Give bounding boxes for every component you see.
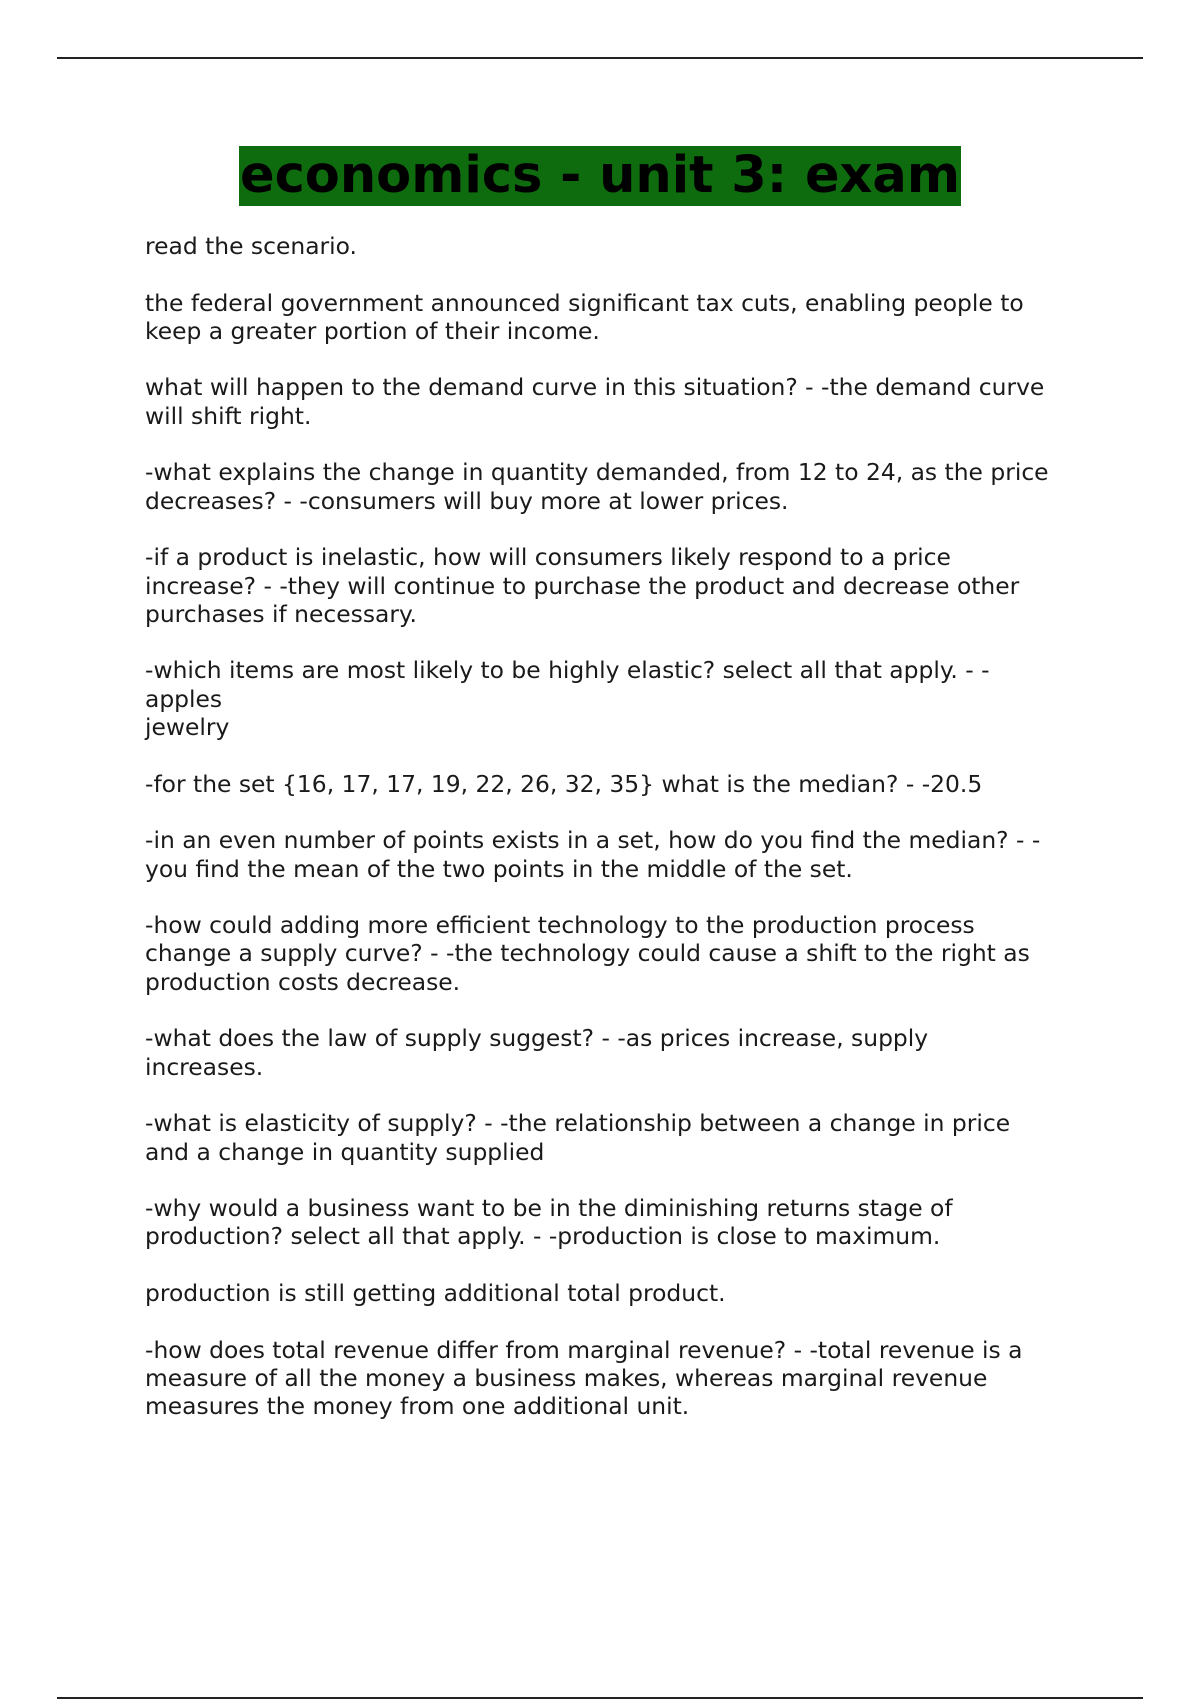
qa-elasticity-of-supply: -what is elasticity of supply? - -the relationship between a change in price and a change in quantity supplied (145, 1109, 1011, 1166)
qa-diminishing-returns-extra: production is still getting additional total product. (145, 1278, 726, 1307)
qa-technology-supply: -how could adding more efficient technology to the production process change a supply curve? - -the technology could cause a shift to the right as production costs decrease. (145, 911, 1030, 996)
qa-demand-curve: what will happen to the demand curve in this situation? - -the demand curve will shift right. (145, 373, 1045, 430)
qa-inelastic: -if a product is inelastic, how will consumers likely respond to a price increase? - -they will continue to purchase the product and decrease other purchases if necessary. (145, 543, 1020, 628)
qa-law-of-supply: -what does the law of supply suggest? - -as prices increase, supply increases. (145, 1024, 929, 1081)
title-container (0, 146, 1200, 206)
header-rule (57, 57, 1143, 59)
qa-quantity-demanded: -what explains the change in quantity demanded, from 12 to 24, as the price decreases? - -consumers will buy more at lower prices. (145, 458, 1049, 515)
qa-diminishing-returns: -why would a business want to be in the diminishing returns stage of production? select all that apply. - -production is close to maximum. (145, 1194, 953, 1251)
document-body (145, 232, 1105, 1449)
qa-total-vs-marginal-revenue: -how does total revenue differ from marginal revenue? - -total revenue is a measure of all the money a business makes, whereas marginal revenue measures the money from one additional unit. (145, 1335, 1023, 1421)
paragraph-scenario-intro: read the scenario. (145, 232, 357, 260)
page-title: economics - unit 3: exam (239, 146, 960, 205)
footer-rule (57, 1697, 1143, 1699)
qa-highly-elastic: -which items are most likely to be highly elastic? select all that apply. - - apples jewelry (145, 656, 990, 742)
qa-median-even: -in an even number of points exists in a set, how do you find the median? - - you find the mean of the two points in the middle of the set. (145, 826, 1041, 883)
paragraph-scenario-text: the federal government announced significant tax cuts, enabling people to keep a greater portion of their income. (145, 288, 1024, 345)
qa-median-set: -for the set {16, 17, 17, 19, 22, 26, 32, 35} what is the median? - -20.5 (145, 769, 983, 798)
